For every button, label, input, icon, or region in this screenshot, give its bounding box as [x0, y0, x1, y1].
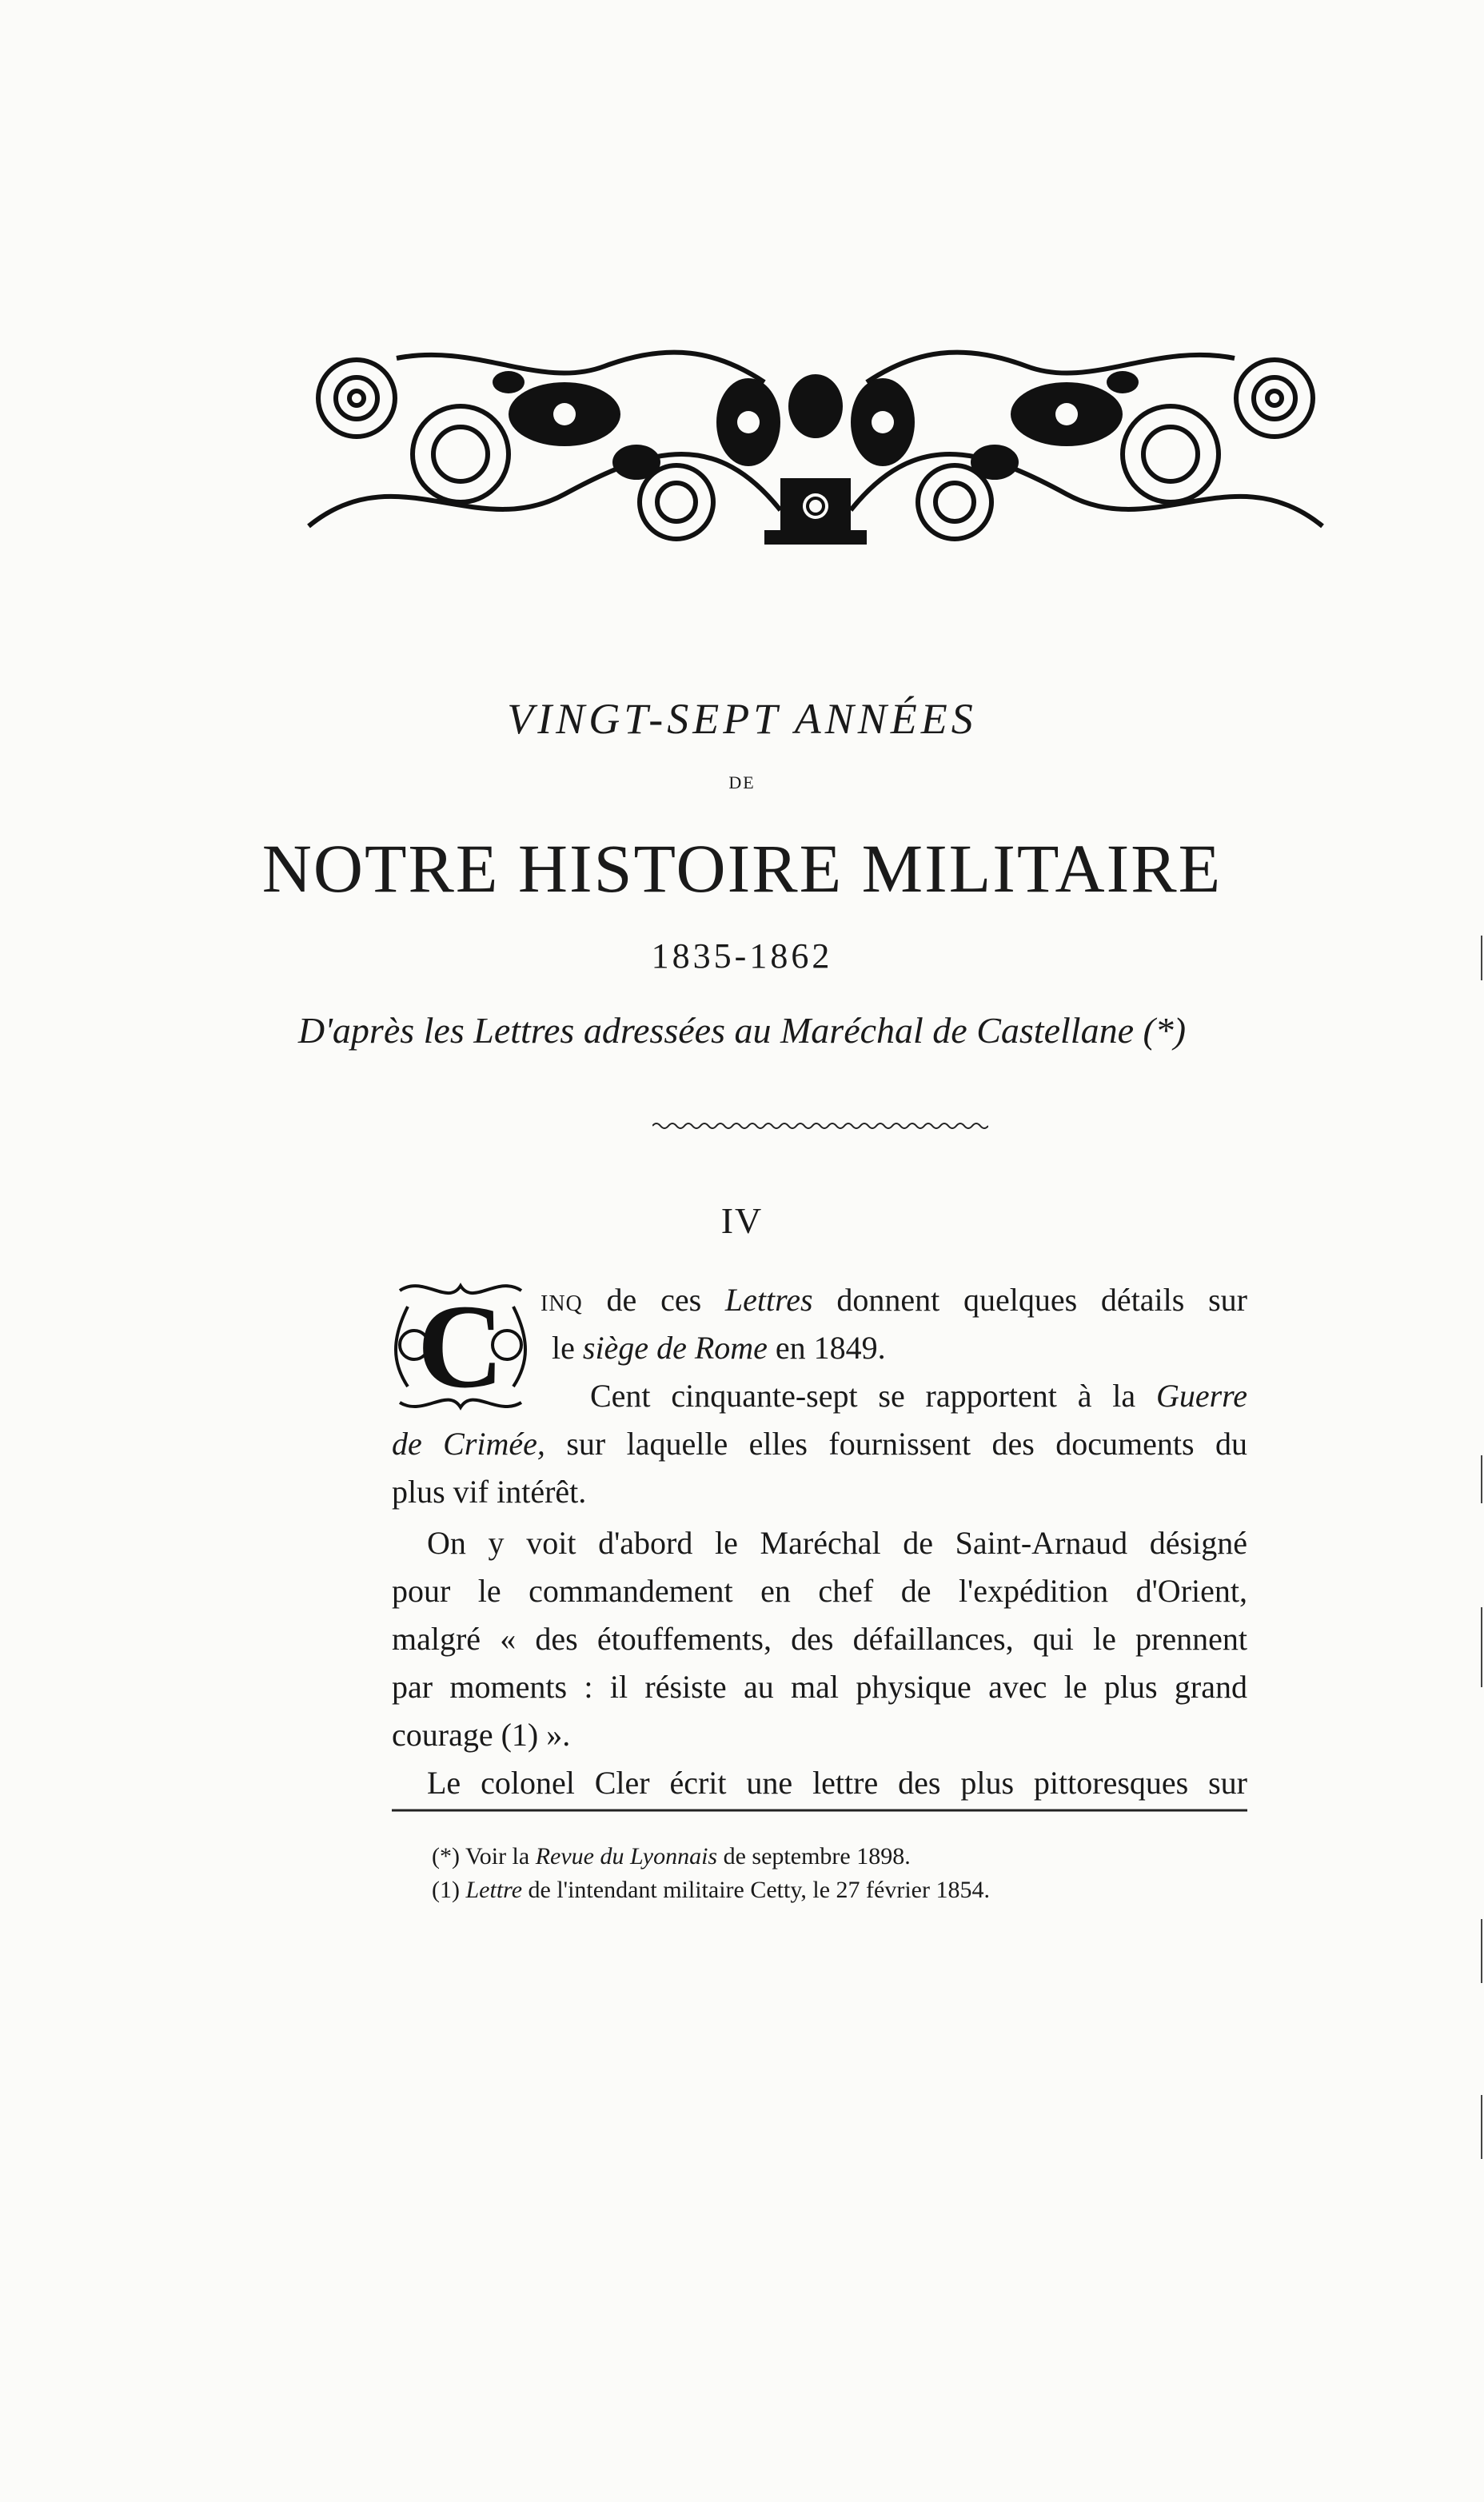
margin-mark [1481, 936, 1482, 980]
subtitle: D'après les Lettres adressées au Maréchal de Castellane (*) [297, 1010, 1187, 1051]
ornamental-headpiece [301, 334, 1330, 550]
body-line-2: le siège de Rome en 1849. [552, 1330, 886, 1366]
main-title: NOTRE HISTOIRE MILITAIRE [261, 830, 1223, 907]
body-line-4: de Crimée, sur laquelle elles fournissent des documents du [392, 1426, 1247, 1462]
title-de: DE [728, 772, 756, 792]
footnote-rule [392, 1809, 1247, 1812]
body-line-6: On y voit d'abord le Maréchal de Saint-Arnaud désigné [427, 1525, 1247, 1561]
body-line-5: plus vif intérêt. [392, 1474, 587, 1510]
wavy-divider [652, 1119, 988, 1132]
body-line-9: par moments : il résiste au mal physique avec le plus grand [392, 1669, 1247, 1705]
decorated-dropcap [392, 1275, 529, 1417]
section-number: IV [720, 1200, 764, 1241]
body-line-8: malgré « des étouffements, des défaillances, qui le prennent [392, 1621, 1247, 1657]
dropcap-letter: C [417, 1280, 505, 1413]
title-years: 1835-1862 [651, 936, 833, 976]
margin-mark [1481, 1607, 1482, 1687]
margin-mark [1481, 2095, 1482, 2159]
footnote-1: (*) Voir la Revue du Lyonnais de septembre 1898. [432, 1843, 911, 1870]
margin-mark [1481, 1455, 1482, 1503]
title-line-1: VINGT-SEPT ANNÉES [507, 695, 977, 743]
body-line-1: INQ de ces Lettres donnent quelques détails sur [541, 1282, 1248, 1318]
body-line-10: courage (1) ». [392, 1717, 571, 1753]
body-line-11: Le colonel Cler écrit une lettre des plus pittoresques sur [427, 1765, 1247, 1801]
margin-mark [1481, 1919, 1482, 1983]
footnote-2: (1) Lettre de l'intendant militaire Cetty, le 27 février 1854. [432, 1877, 990, 1903]
body-line-7: pour le commandement en chef de l'expédition d'Orient, [392, 1573, 1247, 1609]
body-line-3: Cent cinquante-sept se rapportent à la Guerre [590, 1378, 1247, 1414]
